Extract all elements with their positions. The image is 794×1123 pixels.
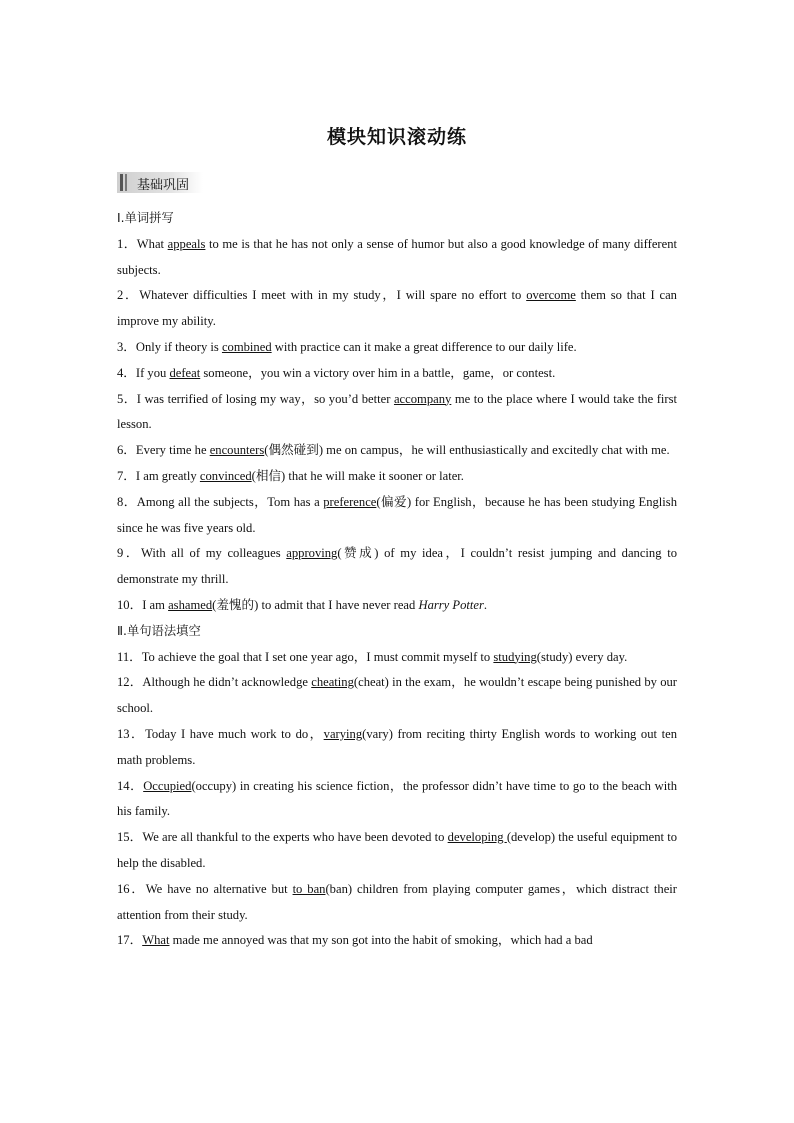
item-text: We have no alternative but — [145, 881, 293, 896]
exercise-item — [117, 645, 677, 671]
item-number: 2． — [117, 288, 140, 303]
exercise-item — [117, 774, 677, 826]
exercise-item — [117, 361, 677, 387]
answer-blank: cheating — [311, 675, 354, 690]
item-text: (赞成) of my idea，I couldn’t resist jumping and dancing to demonstrate my thrill. — [117, 546, 677, 587]
exercise-item — [117, 593, 677, 619]
tag-marker-bar — [125, 174, 127, 191]
book-title: Harry Potter — [418, 597, 484, 612]
section-heading: Ⅰ.单词拼写 — [117, 211, 174, 225]
item-text: . — [483, 597, 488, 612]
item-number: 8． — [117, 494, 137, 509]
item-number: 12． — [117, 675, 143, 690]
tag-marker-bar — [120, 174, 123, 191]
exercise-item — [117, 490, 677, 542]
exercise-item — [117, 283, 677, 335]
item-text: made me annoyed was that my son got into the habit of smoking，which had a bad — [169, 933, 593, 948]
answer-blank: defeat — [169, 365, 201, 380]
item-text: (study) every day. — [536, 649, 628, 664]
section-heading: Ⅱ.单句语法填空 — [117, 623, 201, 638]
item-number: 4． — [117, 365, 136, 380]
answer-blank: overcome — [526, 288, 576, 303]
answer-blank: developing — [447, 830, 507, 845]
answer-blank: combined — [221, 339, 272, 354]
exercise-item — [117, 928, 677, 954]
exercise-item — [117, 825, 677, 877]
item-text: We are all thankful to the experts who have been devoted to — [142, 830, 448, 845]
answer-blank: appeals — [167, 236, 206, 251]
section-tag — [117, 172, 203, 193]
answer-blank: preference — [323, 494, 377, 509]
item-text: (cheat) in the exam，he wouldn’t escape being punished by our school. — [117, 675, 677, 716]
item-text: (develop) the useful equipment to help the disabled. — [117, 830, 678, 870]
item-text: Whatever difficulties I meet with in my study，I will spare no effort to — [139, 288, 527, 303]
answer-blank: varying — [323, 726, 363, 741]
answer-blank: approving — [286, 546, 338, 561]
item-number: 3． — [117, 339, 136, 354]
item-text: Today I have much work to do， — [145, 726, 324, 741]
page-title: 模块知识滚动练 — [326, 126, 467, 148]
item-text: (occupy) in creating his science fiction，the professor didn’t have time to go to the beach with his family. — [117, 778, 678, 819]
item-text: If you — [135, 365, 170, 380]
answer-blank: Occupied — [143, 778, 192, 793]
answer-blank: accompany — [393, 391, 452, 406]
answer-blank: to ban — [292, 881, 326, 896]
answer-blank: studying — [493, 649, 537, 664]
item-text: (相信) that he will make it sooner or later. — [251, 468, 464, 483]
item-number: 7． — [117, 468, 136, 483]
item-text: What — [136, 236, 168, 251]
item-text: them so that I can improve my ability. — [117, 288, 677, 329]
item-number: 11． — [117, 649, 142, 664]
exercise-item — [117, 464, 677, 490]
exercise-item — [117, 670, 677, 722]
exercise-item — [117, 387, 677, 439]
item-text: With all of my colleagues — [140, 546, 287, 561]
section-tag-label: 基础巩固 — [137, 178, 190, 193]
answer-blank: What — [142, 933, 170, 948]
item-number: 13． — [117, 726, 146, 741]
exercise-content — [117, 206, 677, 954]
item-text: (偏爱) for English，because he has been studying English since he was five years old. — [117, 494, 678, 535]
exercise-item — [117, 877, 677, 929]
exercise-item — [117, 541, 677, 593]
item-number: 15． — [117, 830, 143, 845]
item-text: (羞愧的) to admit that I have never read — [212, 597, 419, 612]
item-text: with practice can it make a great difference to our daily life. — [271, 339, 577, 354]
item-text: to me is that he has not only a sense of humor but also a good knowledge of many different subjects. — [117, 236, 678, 277]
item-text: Among all the subjects，Tom has a — [136, 494, 324, 509]
item-text: I am greatly — [135, 468, 200, 483]
item-number: 6． — [117, 443, 136, 458]
item-text: Every time he — [135, 443, 210, 458]
item-number: 10． — [117, 597, 143, 612]
item-number: 16． — [117, 881, 146, 896]
exercise-item — [117, 722, 677, 774]
item-text: (ban) children from playing computer games，which distract their attention from their study. — [117, 881, 677, 922]
item-number: 14． — [117, 778, 144, 793]
item-number: 17． — [117, 933, 143, 948]
item-text: Although he didn’t acknowledge — [142, 675, 312, 690]
item-text: I am — [142, 597, 169, 612]
answer-blank: convinced — [199, 468, 252, 483]
item-number: 5． — [117, 391, 137, 406]
item-number: 1． — [117, 236, 137, 251]
answer-blank: ashamed — [168, 597, 213, 612]
exercise-item — [117, 232, 677, 284]
item-text: (vary) from reciting thirty English words to working out ten math problems. — [117, 726, 677, 767]
exercise-item — [117, 438, 677, 464]
item-text: me to the place where I would take the first lesson. — [117, 391, 678, 432]
item-text: Only if theory is — [135, 339, 222, 354]
item-text: someone，you win a victory over him in a battle，game，or contest. — [200, 365, 556, 380]
item-text: To achieve the goal that I set one year ago，I must commit myself to — [141, 649, 494, 664]
item-number: 9． — [117, 546, 141, 561]
exercise-item — [117, 335, 677, 361]
item-text: (偶然碰到) me on campus，he will enthusiastically and excitedly chat with me. — [264, 443, 670, 458]
item-text: I was terrified of losing my way，so you’d better — [136, 391, 394, 406]
answer-blank: encounters — [209, 443, 265, 458]
